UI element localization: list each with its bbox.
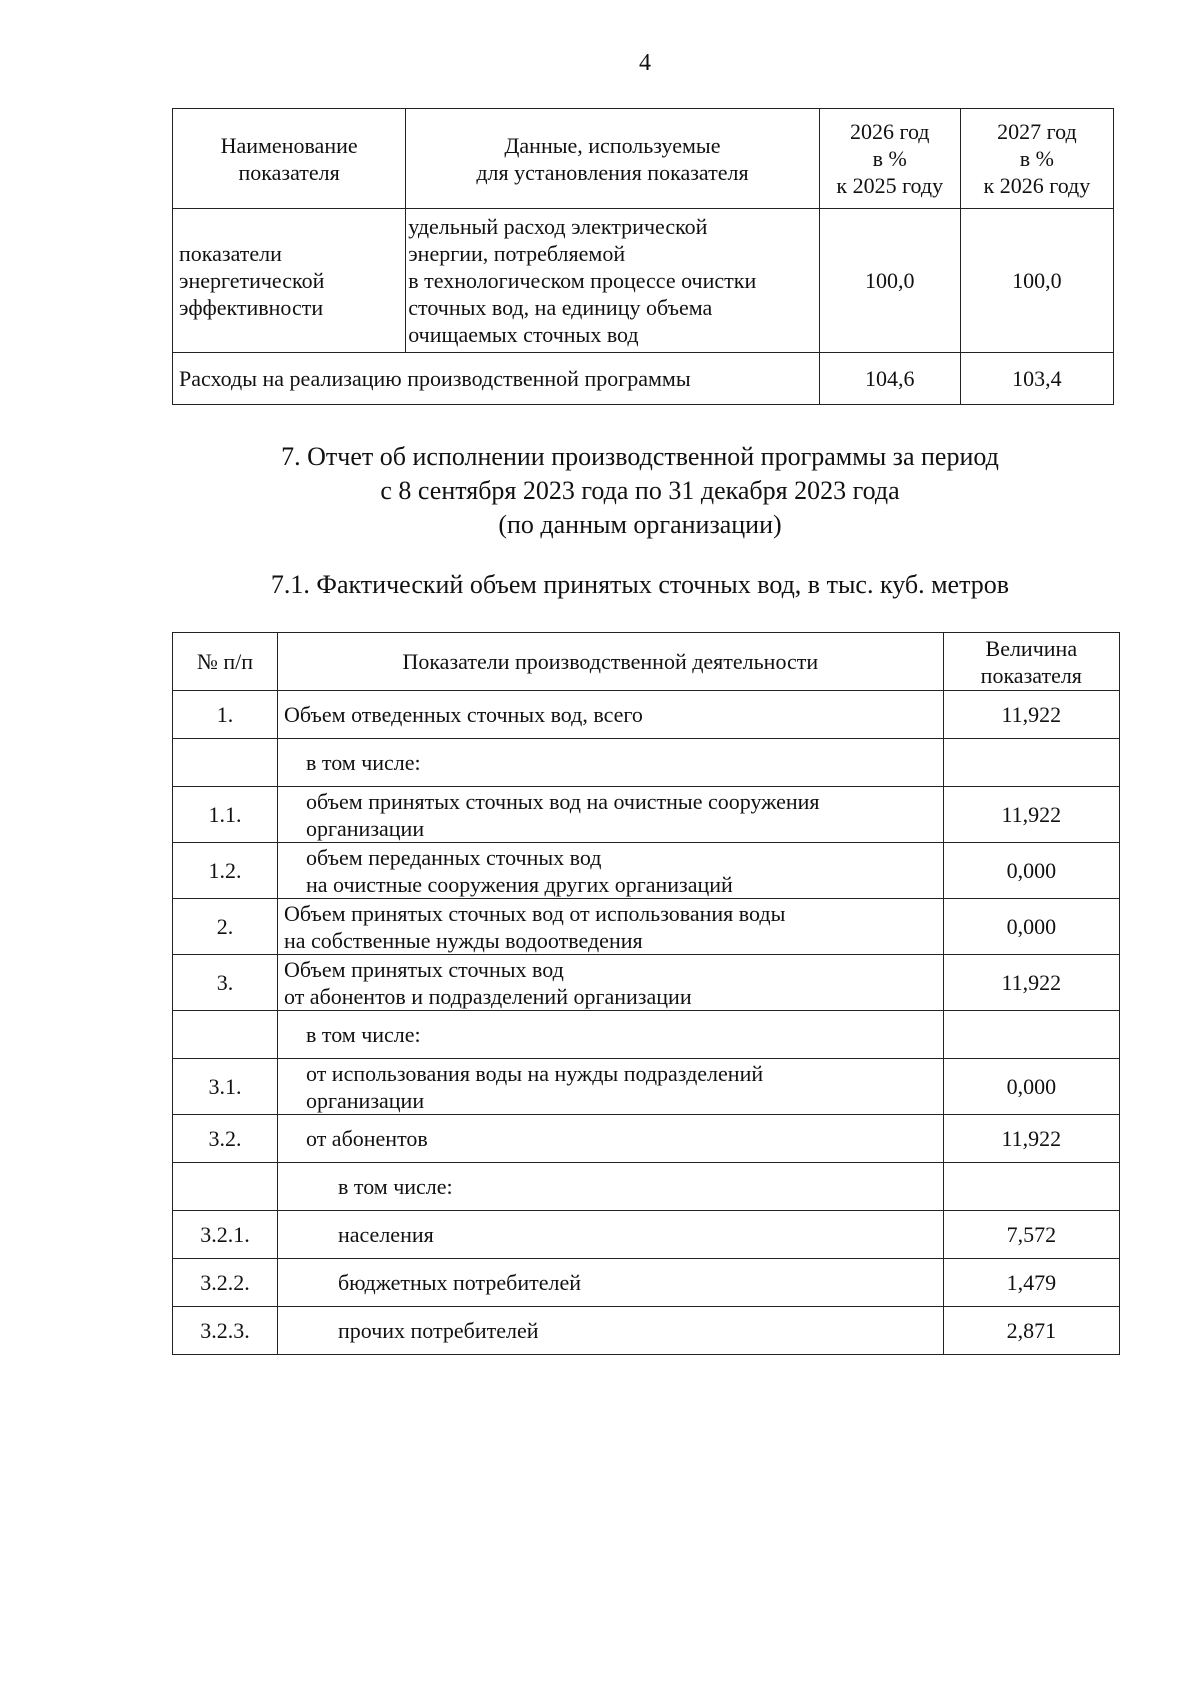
expenses-row: [173, 353, 1114, 405]
table-row: [173, 787, 1120, 843]
table-row: [173, 1163, 1120, 1211]
indicators-table: [172, 108, 1114, 405]
header-value: Величина показателя: [943, 633, 1119, 691]
row-name: бюджетных потребителей: [277, 1259, 943, 1307]
row-num: [173, 739, 278, 787]
table-row: [173, 955, 1120, 1011]
table-row: [173, 1307, 1120, 1355]
table-row: [173, 1211, 1120, 1259]
row-name: прочих потребителей: [277, 1307, 943, 1355]
row-name: населения: [277, 1211, 943, 1259]
row-value: 2,871: [943, 1307, 1119, 1355]
row-num: 3.2.1.: [173, 1211, 278, 1259]
expenses-2026-value: 104,6: [819, 353, 960, 405]
row-num: 1.2.: [173, 843, 278, 899]
expenses-label: Расходы на реализацию производственной программы: [173, 353, 820, 405]
header-name: Показатели производственной деятельности: [277, 633, 943, 691]
row-value: 11,922: [943, 1115, 1119, 1163]
row-name: Объем принятых сточных вод от использования воды на собственные нужды водоотведения: [277, 899, 943, 955]
row-value: 11,922: [943, 955, 1119, 1011]
row-value: [943, 739, 1119, 787]
row-value: [943, 1163, 1119, 1211]
row-name: в том числе:: [277, 1163, 943, 1211]
row-num: [173, 1163, 278, 1211]
table-row: [173, 1059, 1120, 1115]
row-num: 1.1.: [173, 787, 278, 843]
table-row: [173, 1259, 1120, 1307]
header-data-used: Данные, используемые для установления показателя: [406, 109, 819, 209]
table-row: [173, 739, 1120, 787]
row-name: объем переданных сточных вод на очистные сооружения других организаций: [277, 843, 943, 899]
row-name: в том числе:: [277, 1011, 943, 1059]
row-num: 3.: [173, 955, 278, 1011]
table-row: [173, 899, 1120, 955]
table-row: [173, 1115, 1120, 1163]
row-value: 11,922: [943, 691, 1119, 739]
row-value: [943, 1011, 1119, 1059]
energy-2027-value: 100,0: [960, 209, 1113, 353]
row-value: 0,000: [943, 899, 1119, 955]
expenses-2027-value: 103,4: [960, 353, 1113, 405]
row-name: от абонентов: [277, 1115, 943, 1163]
row-value: 0,000: [943, 1059, 1119, 1115]
row-num: 3.2.3.: [173, 1307, 278, 1355]
table-row: [173, 1011, 1120, 1059]
table-row: [173, 691, 1120, 739]
table-row: [173, 843, 1120, 899]
header-num: № п/п: [173, 633, 278, 691]
section-7-1-title: 7.1. Фактический объем принятых сточных вод, в тыс. куб. метров: [270, 570, 1010, 599]
energy-2026-value: 100,0: [819, 209, 960, 353]
section-7-title: 7. Отчет об исполнении производственной программы за период с 8 сентября 2023 года по 31 декабря 2023 года (по данным организации): [281, 442, 999, 539]
row-num: 3.1.: [173, 1059, 278, 1115]
row-name: Объем отведенных сточных вод, всего: [277, 691, 943, 739]
row-name: объем принятых сточных вод на очистные сооружения организации: [277, 787, 943, 843]
header-indicator: Наименование показателя: [173, 109, 406, 209]
indicators-table-header: [173, 109, 1114, 209]
row-num: [173, 1011, 278, 1059]
row-name: в том числе:: [277, 739, 943, 787]
header-2026: 2026 год в % к 2025 году: [819, 109, 960, 209]
row-name: от использования воды на нужды подразделений организации: [277, 1059, 943, 1115]
row-name: Объем принятых сточных вод от абонентов и подразделений организации: [277, 955, 943, 1011]
row-value: 11,922: [943, 787, 1119, 843]
energy-efficiency-row: [173, 209, 1114, 353]
wastewater-volume-table: [172, 632, 1120, 1355]
row-value: 1,479: [943, 1259, 1119, 1307]
energy-data-description: удельный расход электрической энергии, потребляемой в технологическом процессе очистки сточных вод, на единицу объема очищаемых сточных вод: [406, 209, 819, 353]
row-num: 3.2.2.: [173, 1259, 278, 1307]
row-num: 2.: [173, 899, 278, 955]
row-num: 1.: [173, 691, 278, 739]
header-2027: 2027 год в % к 2026 году: [960, 109, 1113, 209]
wastewater-table-header: [173, 633, 1120, 691]
row-value: 7,572: [943, 1211, 1119, 1259]
row-num: 3.2.: [173, 1115, 278, 1163]
energy-indicator-name: показатели энергетической эффективности: [173, 209, 406, 353]
page-number: 4: [639, 50, 651, 76]
row-value: 0,000: [943, 843, 1119, 899]
